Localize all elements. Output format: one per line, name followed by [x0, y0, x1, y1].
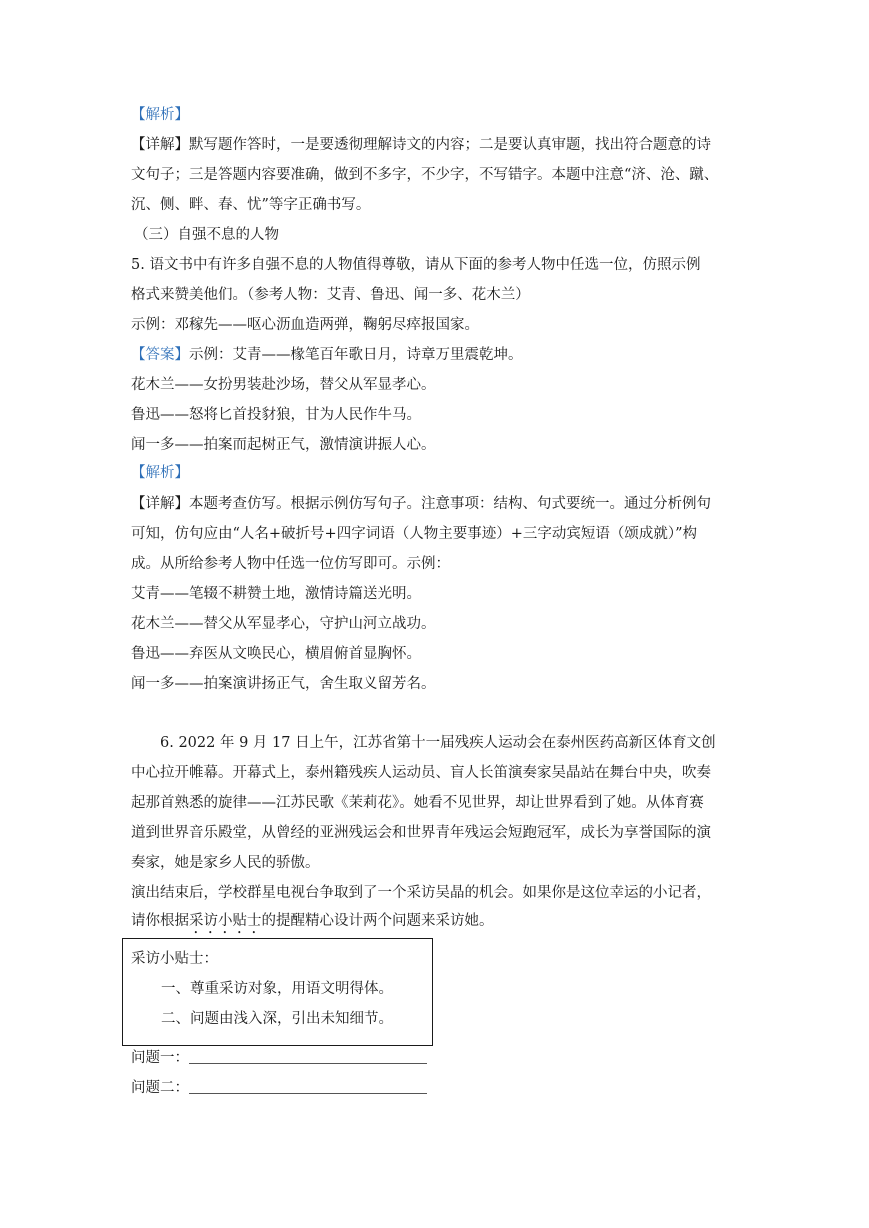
q6-line-3: 起那首熟悉的旋律——江苏民歌《茉莉花》。她看不见世界，却让世界看到了她。从体育赛 [131, 795, 704, 811]
q5-detail-line-1 [131, 494, 711, 514]
tips-title: 采访小贴士： [131, 951, 218, 967]
interview-tips-box [122, 938, 433, 1046]
q6-line-6: 演出结束后，学校群星电视台争取到了一个采访吴晶的机会。如果你是这位幸运的小记者， [131, 885, 711, 901]
question-2-row [131, 1078, 427, 1098]
q5-detail-line-3: 成。从所给参考人物中任选一位仿写即可。示例： [131, 556, 450, 572]
tip-item-1: 一、尊重采访对象，用语文明得体。 [161, 981, 393, 997]
q5-detail-line-2: 可知，仿句应由“人名+破折号+四字词语（人物主要事迹）+三字动宾短语（颂成就）”构 [131, 526, 698, 542]
q5-detail-line-6: 鲁迅——弃医从文唤民心，横眉俯首显胸怀。 [131, 646, 421, 662]
q5-detail-line-5: 花木兰——替父从军显孝心，守护山河立战功。 [131, 616, 436, 632]
detail-label-1: 【详解】 [131, 137, 189, 153]
question-2-answer-blank[interactable] [189, 1079, 427, 1094]
q6-line-7 [131, 911, 494, 937]
q5-detail-line-4: 艾青——笔辍不耕赞土地，激情诗篇送光明。 [131, 586, 421, 602]
answer-text: 示例：艾青——椽笔百年歌日月，诗章万里震乾坤。 [189, 347, 523, 363]
question-2-label: 问题二： [131, 1080, 189, 1096]
q6-line-2: 中心拉开帷幕。开幕式上，泰州籍残疾人运动员、盲人长笛演奏家吴晶站在舞台中央，吹奏 [131, 765, 711, 781]
detail-paragraph-1-line-1 [131, 135, 711, 155]
q5-detail-line-7: 闻一多——拍案演讲扬正气，舍生取义留芳名。 [131, 676, 436, 692]
q6-line-7-pre: 请你根据 [131, 913, 189, 929]
q5-line-2: 格式来赞美他们。（参考人物：艾青、鲁迅、闻一多、花木兰） [131, 287, 530, 303]
q5-example: 示例：邓稼先——呕心沥血造两弹，鞠躬尽瘁报国家。 [131, 317, 479, 333]
detail-label-2: 【详解】 [131, 496, 189, 512]
part3-heading: （三）自强不息的人物 [134, 227, 279, 243]
q5-answer-line-3: 鲁迅——怒将匕首投豺狼，甘为人民作牛马。 [131, 407, 421, 423]
q6-line-4: 道到世界音乐殿堂，从曾经的亚洲残运会和世界青年残运会短跑冠军，成长为享誉国际的演 [131, 825, 711, 841]
detail-text: 本题考查仿写。根据示例仿写句子。注意事项：结构、句式要统一。通过分析例句 [189, 496, 711, 512]
q6-line-7-post: 的提醒精心设计两个问题来采访她。 [261, 913, 494, 929]
detail-paragraph-1-line-2: 文句子；三是答题内容要准确，做到不多字，不少字，不写错字。本题中注意“济、沧、蹴、 [131, 167, 719, 183]
q6-line-5: 奏家，她是家乡人民的骄傲。 [131, 855, 320, 871]
detail-paragraph-1-line-3: 沉、侧、畔、春、忧”等字正确书写。 [131, 197, 371, 213]
answer-label: 【答案】 [131, 347, 189, 363]
q5-answer-line-4: 闻一多——拍案而起树正气，激情演讲振人心。 [131, 437, 436, 453]
q6-line-1: 6. 2022 年 9 月 17 日上午，江苏省第十一届残疾人运动会在泰州医药高新区体育文创 [160, 735, 716, 751]
q5-line-1: 5. 语文书中有许多自强不息的人物值得尊敬，请从下面的参考人物中任选一位，仿照示例 [131, 257, 701, 273]
jiexi-label-2: 【解析】 [131, 465, 189, 481]
tip-item-2: 二、问题由浅入深，引出未知细节。 [161, 1011, 393, 1027]
question-1-label: 问题一： [131, 1050, 189, 1066]
q5-answer-line-1 [131, 345, 523, 365]
question-1-answer-blank[interactable] [189, 1049, 427, 1064]
emphasis-dotted-text: 采访小贴士 [189, 913, 262, 929]
q5-answer-line-2: 花木兰——女扮男装赴沙场，替父从军显孝心。 [131, 377, 436, 393]
jiexi-label-1: 【解析】 [131, 107, 189, 123]
question-1-row [131, 1048, 427, 1068]
detail-text: 默写题作答时，一是要透彻理解诗文的内容；二是要认真审题，找出符合题意的诗 [189, 137, 711, 153]
